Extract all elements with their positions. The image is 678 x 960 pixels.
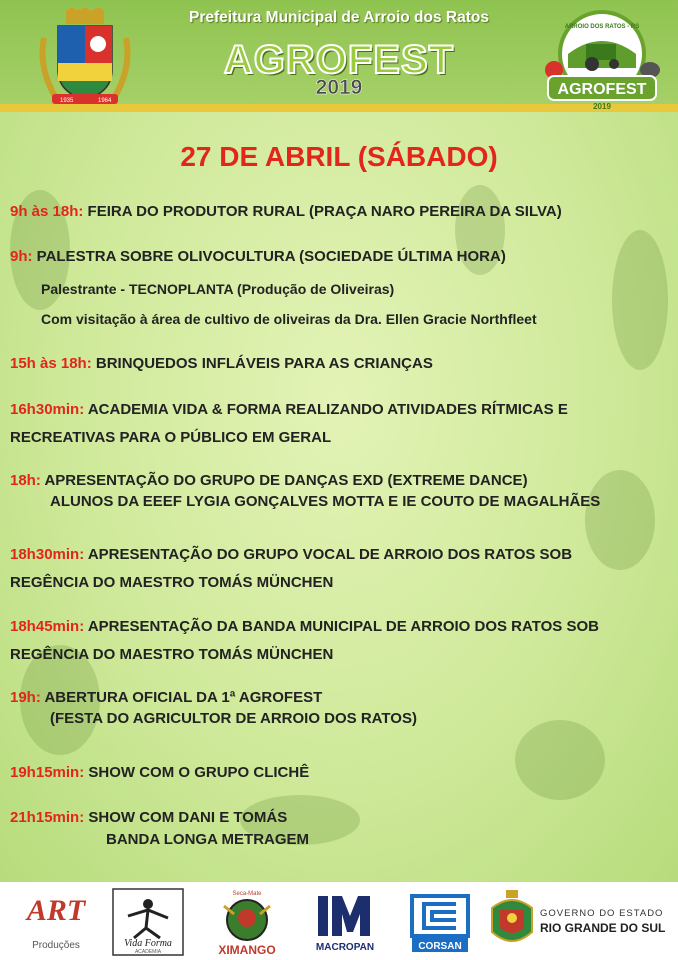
agrofest-year: 2019 bbox=[315, 76, 363, 99]
badge-arc-text: ARROIO DOS RATOS - RS bbox=[564, 24, 640, 30]
schedule-time: 9h: bbox=[10, 248, 33, 265]
schedule-continuation: ALUNOS DA EEEF LYGIA GONÇALVES MOTTA E IE COUTO DE MAGALHÃES bbox=[50, 493, 601, 510]
schedule-text: APRESENTAÇÃO DO GRUPO DE DANÇAS EXD (EXTREME DANCE) bbox=[44, 472, 528, 489]
schedule-subline: Palestrante - TECNOPLANTA (Produção de Oliveiras) bbox=[41, 281, 395, 297]
schedule-time: 15h às 18h: bbox=[10, 355, 92, 372]
schedule-item bbox=[10, 618, 599, 635]
schedule-item bbox=[10, 764, 309, 781]
schedule-time: 18h30min: bbox=[10, 546, 85, 563]
schedule-time: 18h: bbox=[10, 472, 41, 489]
schedule-text: ABERTURA OFICIAL DA 1ª AGROFEST bbox=[44, 689, 323, 706]
corsan-name: CORSAN bbox=[418, 941, 462, 952]
schedule-text: SHOW COM DANI E TOMÁS bbox=[88, 809, 288, 826]
schedule-item bbox=[10, 203, 562, 220]
date-title: 27 DE ABRIL (SÁBADO) bbox=[180, 141, 498, 172]
schedule-text: ACADEMIA VIDA & FORMA REALIZANDO ATIVIDADES RÍTMICAS E bbox=[87, 401, 568, 418]
schedule-time: 19h15min: bbox=[10, 764, 85, 781]
schedule-time: 21h15min: bbox=[10, 809, 85, 826]
governo-line2: RIO GRANDE DO SUL bbox=[540, 921, 666, 935]
art-logo-name: ART bbox=[26, 894, 86, 927]
schedule-continuation: (FESTA DO AGRICULTOR DE ARROIO DOS RATOS) bbox=[50, 710, 417, 727]
schedule-item bbox=[10, 355, 433, 372]
art-logo-icon bbox=[8, 888, 104, 956]
macropan-logo-icon bbox=[308, 892, 382, 954]
ximango-top: Seca-Mate bbox=[232, 891, 262, 897]
badge-year: 2019 bbox=[593, 102, 611, 111]
schedule-text: SHOW COM O GRUPO CLICHÊ bbox=[88, 764, 310, 781]
schedule-time: 9h às 18h: bbox=[10, 203, 84, 220]
schedule-item bbox=[10, 546, 572, 563]
agrofest-badge-icon bbox=[540, 8, 664, 114]
rs-state-coat-of-arms-icon bbox=[486, 888, 538, 954]
art-logo-sub: Produções bbox=[32, 940, 80, 951]
badge-name: AGROFEST bbox=[557, 81, 647, 98]
schedule-text: BRINQUEDOS INFLÁVEIS PARA AS CRIANÇAS bbox=[95, 355, 433, 372]
schedule-item bbox=[10, 401, 568, 418]
macropan-name: MACROPAN bbox=[315, 942, 375, 953]
vida-forma-sub: ACADEMIA bbox=[134, 949, 162, 955]
vida-forma-name: Vida Forma bbox=[124, 938, 172, 949]
crest-year-right: 1964 bbox=[98, 98, 112, 104]
schedule-item bbox=[10, 689, 322, 706]
vida-forma-logo-icon bbox=[112, 888, 184, 956]
ximango-name: XIMANGO bbox=[218, 943, 276, 957]
agrofest-title: AGROFEST bbox=[223, 38, 455, 82]
schedule-item bbox=[10, 809, 287, 826]
governo-line1: GOVERNO DO ESTADO bbox=[540, 908, 664, 919]
schedule-continuation: BANDA LONGA METRAGEM bbox=[106, 831, 310, 848]
prefeitura-title: Prefeitura Municipal de Arroio dos Ratos bbox=[188, 9, 489, 26]
crest-year-left: 1935 bbox=[60, 98, 74, 104]
schedule-time: 16h30min: bbox=[10, 401, 85, 418]
schedule-time: 19h: bbox=[10, 689, 41, 706]
schedule-continuation: REGÊNCIA DO MAESTRO TOMÁS MÜNCHEN bbox=[10, 646, 334, 663]
schedule-text: APRESENTAÇÃO DA BANDA MUNICIPAL DE ARROIO DOS RATOS SOB bbox=[87, 618, 599, 635]
schedule-subline: Com visitação à área de cultivo de oliveiras da Dra. Ellen Gracie Northfleet bbox=[41, 311, 537, 327]
schedule-text: FEIRA DO PRODUTOR RURAL (PRAÇA NARO PEREIRA DA SILVA) bbox=[87, 203, 562, 220]
schedule-time: 18h45min: bbox=[10, 618, 85, 635]
schedule-item bbox=[10, 472, 528, 489]
sponsor-footer bbox=[0, 882, 678, 960]
ximango-logo-icon bbox=[210, 886, 284, 958]
schedule-text: PALESTRA SOBRE OLIVOCULTURA (SOCIEDADE ÚLTIMA HORA) bbox=[36, 248, 506, 265]
schedule-continuation: RECREATIVAS PARA O PÚBLICO EM GERAL bbox=[10, 429, 332, 446]
schedule-text: APRESENTAÇÃO DO GRUPO VOCAL DE ARROIO DOS RATOS SOB bbox=[87, 546, 573, 563]
schedule-item bbox=[10, 248, 506, 265]
corsan-logo-icon bbox=[408, 892, 472, 954]
schedule-continuation: REGÊNCIA DO MAESTRO TOMÁS MÜNCHEN bbox=[10, 574, 334, 591]
